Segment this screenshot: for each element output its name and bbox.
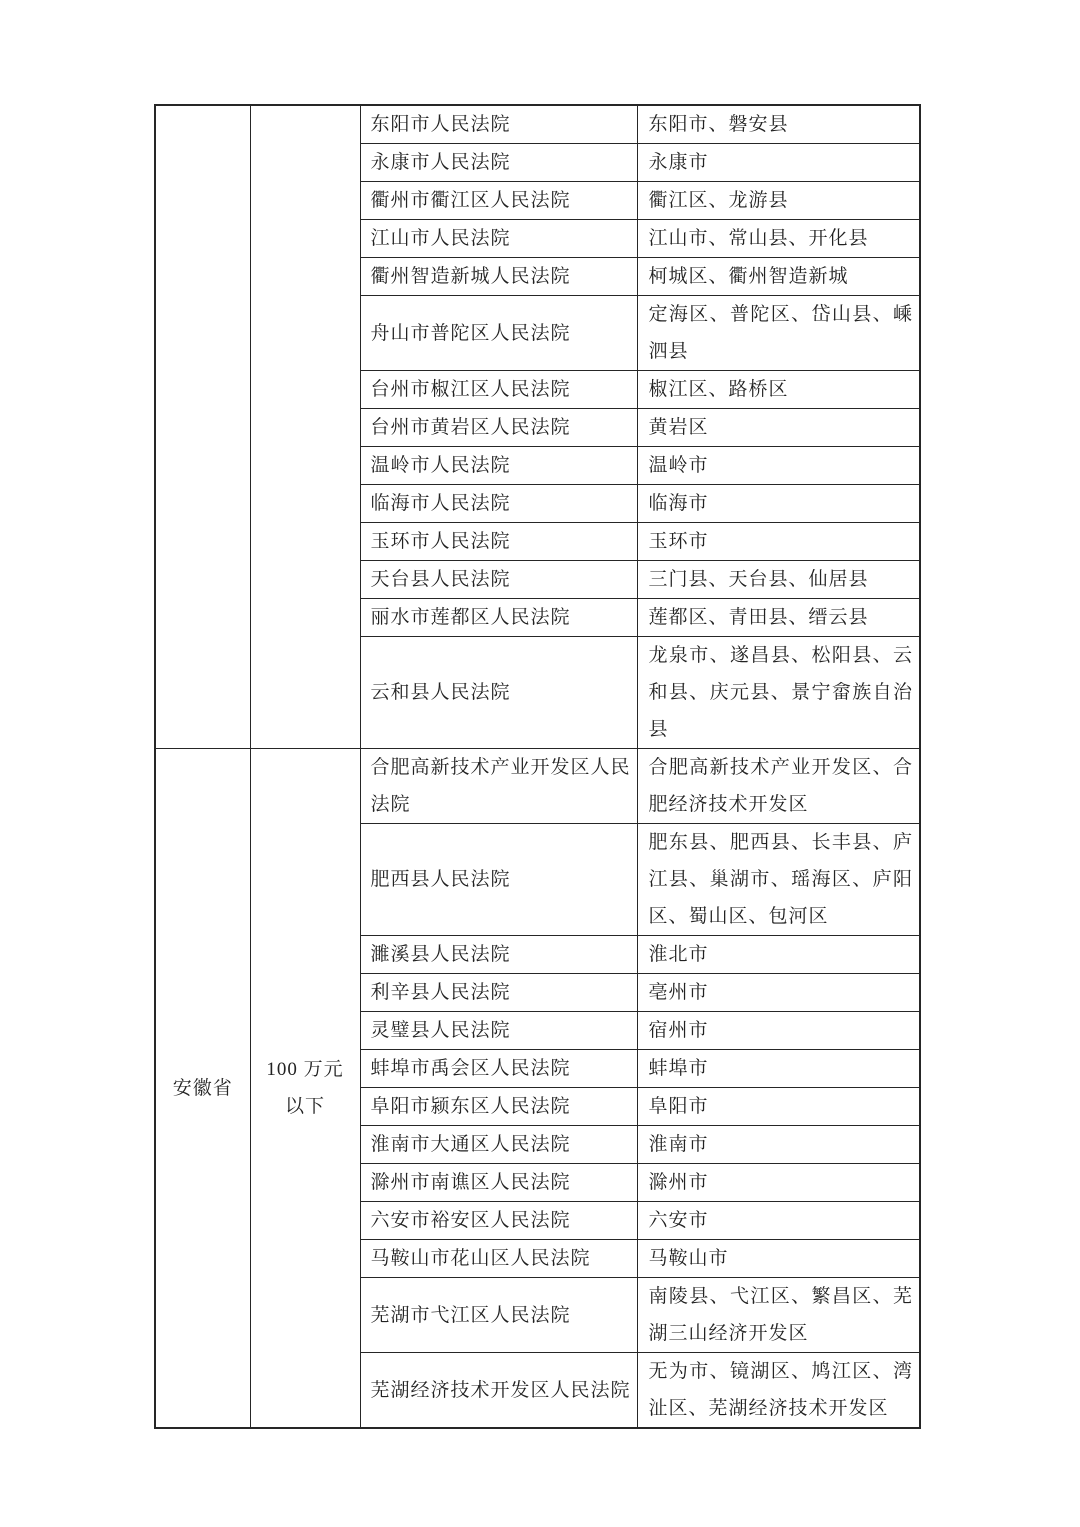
- jurisdiction-cell: 衢江区、龙游县: [637, 182, 920, 220]
- court-cell: 利辛县人民法院: [360, 974, 637, 1012]
- jurisdiction-cell: 蚌埠市: [637, 1050, 920, 1088]
- court-cell: 舟山市普陀区人民法院: [360, 296, 637, 371]
- court-cell: 台州市椒江区人民法院: [360, 371, 637, 409]
- amount-cell: [250, 105, 360, 749]
- jurisdiction-cell: 黄岩区: [637, 409, 920, 447]
- court-cell: 玉环市人民法院: [360, 523, 637, 561]
- court-cell: 东阳市人民法院: [360, 105, 637, 144]
- court-cell: 衢州智造新城人民法院: [360, 258, 637, 296]
- table-row: [155, 105, 920, 144]
- jurisdiction-cell: 亳州市: [637, 974, 920, 1012]
- court-cell: 芜湖市弋江区人民法院: [360, 1278, 637, 1353]
- court-cell: 芜湖经济技术开发区人民法院: [360, 1353, 637, 1429]
- court-cell: 濉溪县人民法院: [360, 936, 637, 974]
- jurisdiction-cell: 温岭市: [637, 447, 920, 485]
- jurisdiction-cell: 宿州市: [637, 1012, 920, 1050]
- province-cell: 安徽省: [155, 749, 250, 1429]
- jurisdiction-cell: 莲都区、青田县、缙云县: [637, 599, 920, 637]
- court-cell: 六安市裕安区人民法院: [360, 1202, 637, 1240]
- province-cell: [155, 105, 250, 749]
- jurisdiction-cell: 合肥高新技术产业开发区、合肥经济技术开发区: [637, 749, 920, 824]
- court-cell: 合肥高新技术产业开发区人民法院: [360, 749, 637, 824]
- jurisdiction-cell: 柯城区、衢州智造新城: [637, 258, 920, 296]
- jurisdiction-cell: 无为市、镜湖区、鸠江区、湾沚区、芜湖经济技术开发区: [637, 1353, 920, 1429]
- court-cell: 衢州市衢江区人民法院: [360, 182, 637, 220]
- jurisdiction-cell: 阜阳市: [637, 1088, 920, 1126]
- jurisdiction-cell: 滁州市: [637, 1164, 920, 1202]
- jurisdiction-cell: 玉环市: [637, 523, 920, 561]
- court-cell: 温岭市人民法院: [360, 447, 637, 485]
- jurisdiction-cell: 三门县、天台县、仙居县: [637, 561, 920, 599]
- court-cell: 淮南市大通区人民法院: [360, 1126, 637, 1164]
- court-cell: 灵璧县人民法院: [360, 1012, 637, 1050]
- jurisdiction-table: [154, 104, 921, 1429]
- jurisdiction-cell: 南陵县、弋江区、繁昌区、芜湖三山经济开发区: [637, 1278, 920, 1353]
- jurisdiction-cell: 定海区、普陀区、岱山县、嵊泗县: [637, 296, 920, 371]
- jurisdiction-cell: 江山市、常山县、开化县: [637, 220, 920, 258]
- amount-cell: [250, 749, 360, 1429]
- jurisdiction-cell: 临海市: [637, 485, 920, 523]
- jurisdiction-cell: 永康市: [637, 144, 920, 182]
- court-cell: 滁州市南谯区人民法院: [360, 1164, 637, 1202]
- court-cell: 永康市人民法院: [360, 144, 637, 182]
- jurisdiction-cell: 淮南市: [637, 1126, 920, 1164]
- court-cell: 马鞍山市花山区人民法院: [360, 1240, 637, 1278]
- court-cell: 肥西县人民法院: [360, 824, 637, 936]
- jurisdiction-cell: 肥东县、肥西县、长丰县、庐江县、巢湖市、瑶海区、庐阳区、蜀山区、包河区: [637, 824, 920, 936]
- court-cell: 蚌埠市禹会区人民法院: [360, 1050, 637, 1088]
- jurisdiction-cell: 龙泉市、遂昌县、松阳县、云和县、庆元县、景宁畲族自治县: [637, 637, 920, 749]
- court-cell: 阜阳市颍东区人民法院: [360, 1088, 637, 1126]
- table-row: [155, 749, 920, 824]
- jurisdiction-cell: 东阳市、磐安县: [637, 105, 920, 144]
- jurisdiction-cell: 椒江区、路桥区: [637, 371, 920, 409]
- jurisdiction-cell: 淮北市: [637, 936, 920, 974]
- amount-line-2: 以下: [284, 1096, 325, 1117]
- jurisdiction-cell: 马鞍山市: [637, 1240, 920, 1278]
- court-cell: 临海市人民法院: [360, 485, 637, 523]
- court-cell: 江山市人民法院: [360, 220, 637, 258]
- court-cell: 云和县人民法院: [360, 637, 637, 749]
- jurisdiction-cell: 六安市: [637, 1202, 920, 1240]
- court-cell: 天台县人民法院: [360, 561, 637, 599]
- court-cell: 丽水市莲都区人民法院: [360, 599, 637, 637]
- court-cell: 台州市黄岩区人民法院: [360, 409, 637, 447]
- amount-line-1: 100 万元: [266, 1059, 344, 1080]
